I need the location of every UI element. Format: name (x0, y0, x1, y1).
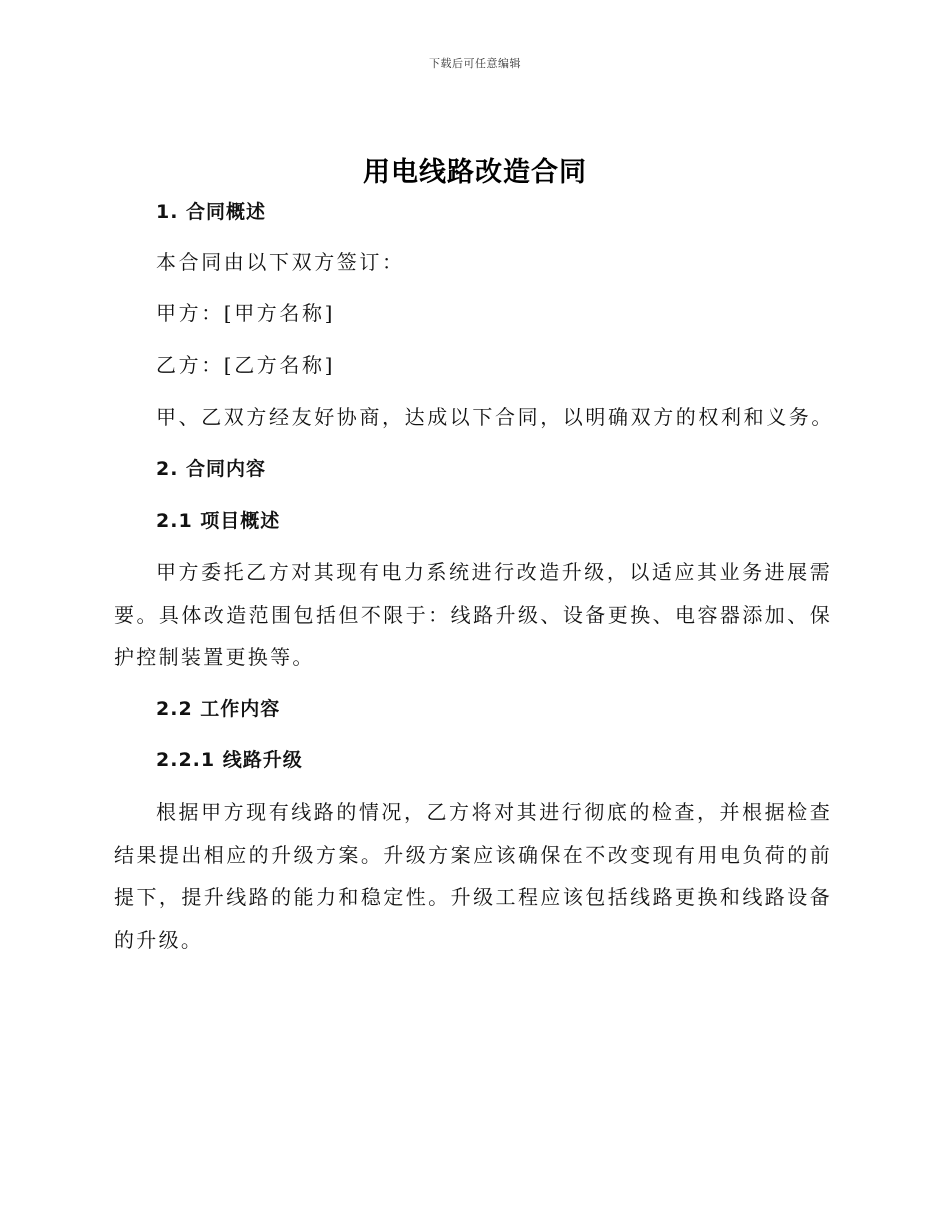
section-2-2-1-heading: 2.2.1 线路升级 (156, 749, 303, 771)
party-a-line: 甲方：[甲方名称] (156, 301, 336, 325)
project-overview-paragraph: 甲方委托乙方对其现有电力系统进行改造升级，以适应其业务进展需要。具体改造范围包括但不限于：线路升级、设备更换、电容器添加、保护控制装置更换等。 (114, 560, 832, 669)
section-2-1-heading: 2.1 项目概述 (156, 510, 281, 532)
agreement-statement: 甲、乙双方经友好协商，达成以下合同，以明确双方的权利和义务。 (156, 405, 834, 429)
party-b-line: 乙方：[乙方名称] (156, 353, 336, 377)
contract-parties-intro: 本合同由以下双方签订： (156, 250, 405, 274)
page-header-note: 下载后可任意编辑 (429, 57, 521, 70)
document-title: 用电线路改造合同 (363, 157, 587, 188)
section-1-heading: 1. 合同概述 (156, 201, 267, 223)
section-2-heading: 2. 合同内容 (156, 458, 267, 480)
line-upgrade-paragraph: 根据甲方现有线路的情况，乙方将对其进行彻底的检查，并根据检查结果提出相应的升级方案。升级方案应该确保在不改变现有用电负荷的前提下，提升线路的能力和稳定性。升级工程应该包括线路更换和线路设备的升级。 (114, 800, 832, 952)
section-2-2-heading: 2.2 工作内容 (156, 698, 281, 720)
